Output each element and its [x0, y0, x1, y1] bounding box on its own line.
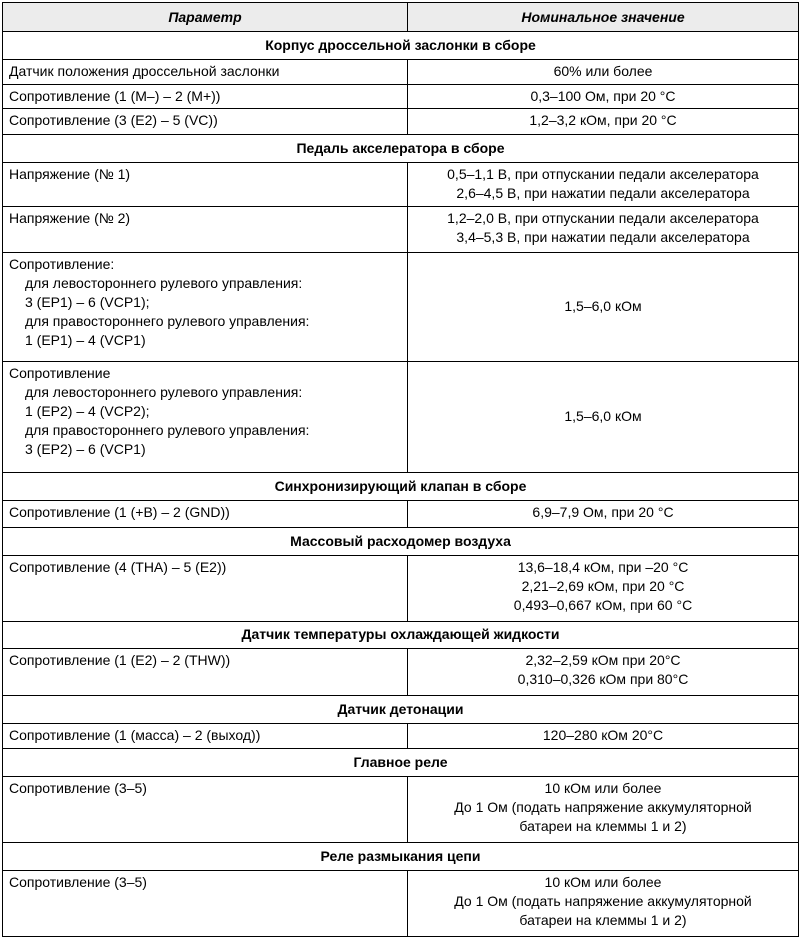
value-cell: 60% или более [408, 59, 799, 84]
value-cell: 0,3–100 Ом, при 20 °С [408, 84, 799, 109]
table-row [3, 59, 799, 84]
section-row [3, 621, 799, 649]
value-line: 2,6–4,5 В, при нажатии педали акселератора [456, 184, 750, 201]
table-row [3, 500, 799, 527]
section-title: Массовый расходомер воздуха [3, 527, 799, 555]
section-row [3, 135, 799, 163]
param-cell [3, 361, 408, 472]
value-cell: 120–280 кОм 20°С [408, 723, 799, 749]
value-line: 1,2–2,0 В, при отпускании педали акселератора [447, 210, 759, 227]
table-row [3, 777, 799, 843]
header-param: Параметр [3, 3, 408, 32]
value-line: 10 кОм или более [544, 780, 662, 797]
param-cell: Сопротивление (1 (+B) – 2 (GND)) [3, 500, 408, 527]
param-cell: Сопротивление (1 (E2) – 2 (THW)) [3, 649, 408, 695]
section-title: Датчик температуры охлаждающей жидкости [3, 621, 799, 649]
value-cell [408, 555, 799, 621]
param-cell: Сопротивление (1 (масса) – 2 (выход)) [3, 723, 408, 749]
table-row [3, 207, 799, 252]
param-cell: Датчик положения дроссельной заслонки [3, 59, 408, 84]
param-subline: 1 (EP2) – 4 (VCP2); [25, 402, 150, 419]
section-row [3, 695, 799, 723]
table-row [3, 109, 799, 135]
param-subline: 3 (EP2) – 6 (VCP1) [25, 440, 146, 457]
value-line: 0,5–1,1 В, при отпускании педали акселератора [447, 165, 759, 182]
param-subline: 3 (EP1) – 6 (VCP1); [25, 293, 150, 310]
section-title: Корпус дроссельной заслонки в сборе [3, 32, 799, 60]
param-cell [3, 252, 408, 361]
value-line: 13,6–18,4 кОм, при –20 °С [517, 558, 689, 575]
value-line: 3,4–5,3 В, при нажатии педали акселератора [456, 229, 750, 246]
value-cell: 6,9–7,9 Ом, при 20 °С [408, 500, 799, 527]
value-line: До 1 Ом (подать напряжение аккумуляторной [454, 799, 752, 816]
section-title: Синхронизирующий клапан в сборе [3, 473, 799, 501]
table-row [3, 723, 799, 749]
table-row [3, 361, 799, 472]
table-row [3, 649, 799, 695]
value-line: 0,310–0,326 кОм при 80°С [517, 671, 689, 688]
param-cell: Сопротивление (3–5) [3, 777, 408, 843]
param-subline: для правостороннего рулевого управления: [25, 312, 310, 329]
section-row [3, 32, 799, 60]
header-value: Номинальное значение [408, 3, 799, 32]
section-row [3, 527, 799, 555]
value-cell [408, 207, 799, 252]
param-cell: Сопротивление (3–5) [3, 870, 408, 936]
value-cell: 1,5–6,0 кОм [408, 252, 799, 361]
param-cell: Напряжение (№ 2) [3, 207, 408, 252]
section-row [3, 473, 799, 501]
value-cell: 1,5–6,0 кОм [408, 361, 799, 472]
section-row [3, 843, 799, 871]
value-line: 0,493–0,667 кОм, при 60 °С [513, 596, 693, 613]
param-subline: для левостороннего рулевого управления: [25, 383, 303, 400]
value-line: батареи на клеммы 1 и 2) [519, 911, 687, 928]
param-subline: для правостороннего рулевого управления: [25, 421, 310, 438]
table-row [3, 84, 799, 109]
table-row [3, 252, 799, 361]
param-subline: для левостороннего рулевого управления: [25, 274, 303, 291]
section-title: Главное реле [3, 749, 799, 777]
value-cell [408, 777, 799, 843]
value-cell [408, 162, 799, 206]
header-row [3, 3, 799, 32]
section-title: Датчик детонации [3, 695, 799, 723]
value-line: батареи на клеммы 1 и 2) [519, 818, 687, 835]
value-cell [408, 870, 799, 936]
value-line: 2,21–2,69 кОм, при 20 °С [521, 577, 685, 594]
value-line: До 1 Ом (подать напряжение аккумуляторной [454, 892, 752, 909]
section-title: Реле размыкания цепи [3, 843, 799, 871]
value-line: 2,32–2,59 кОм при 20°С [525, 652, 681, 669]
section-row [3, 749, 799, 777]
param-cell: Сопротивление (1 (M–) – 2 (M+)) [3, 84, 408, 109]
table-row [3, 870, 799, 936]
param-cell: Сопротивление (3 (E2) – 5 (VC)) [3, 109, 408, 135]
table-row [3, 162, 799, 206]
param-line: Сопротивление: [9, 255, 115, 272]
param-subline: 1 (EP1) – 4 (VCP1) [25, 331, 146, 348]
value-cell [408, 649, 799, 695]
table-row [3, 555, 799, 621]
section-title: Педаль акселератора в сборе [3, 135, 799, 163]
param-cell: Сопротивление (4 (THA) – 5 (E2)) [3, 555, 408, 621]
param-cell: Напряжение (№ 1) [3, 162, 408, 206]
specs-table [2, 2, 799, 937]
value-cell: 1,2–3,2 кОм, при 20 °С [408, 109, 799, 135]
value-line: 10 кОм или более [544, 873, 662, 890]
param-line: Сопротивление [9, 364, 111, 381]
